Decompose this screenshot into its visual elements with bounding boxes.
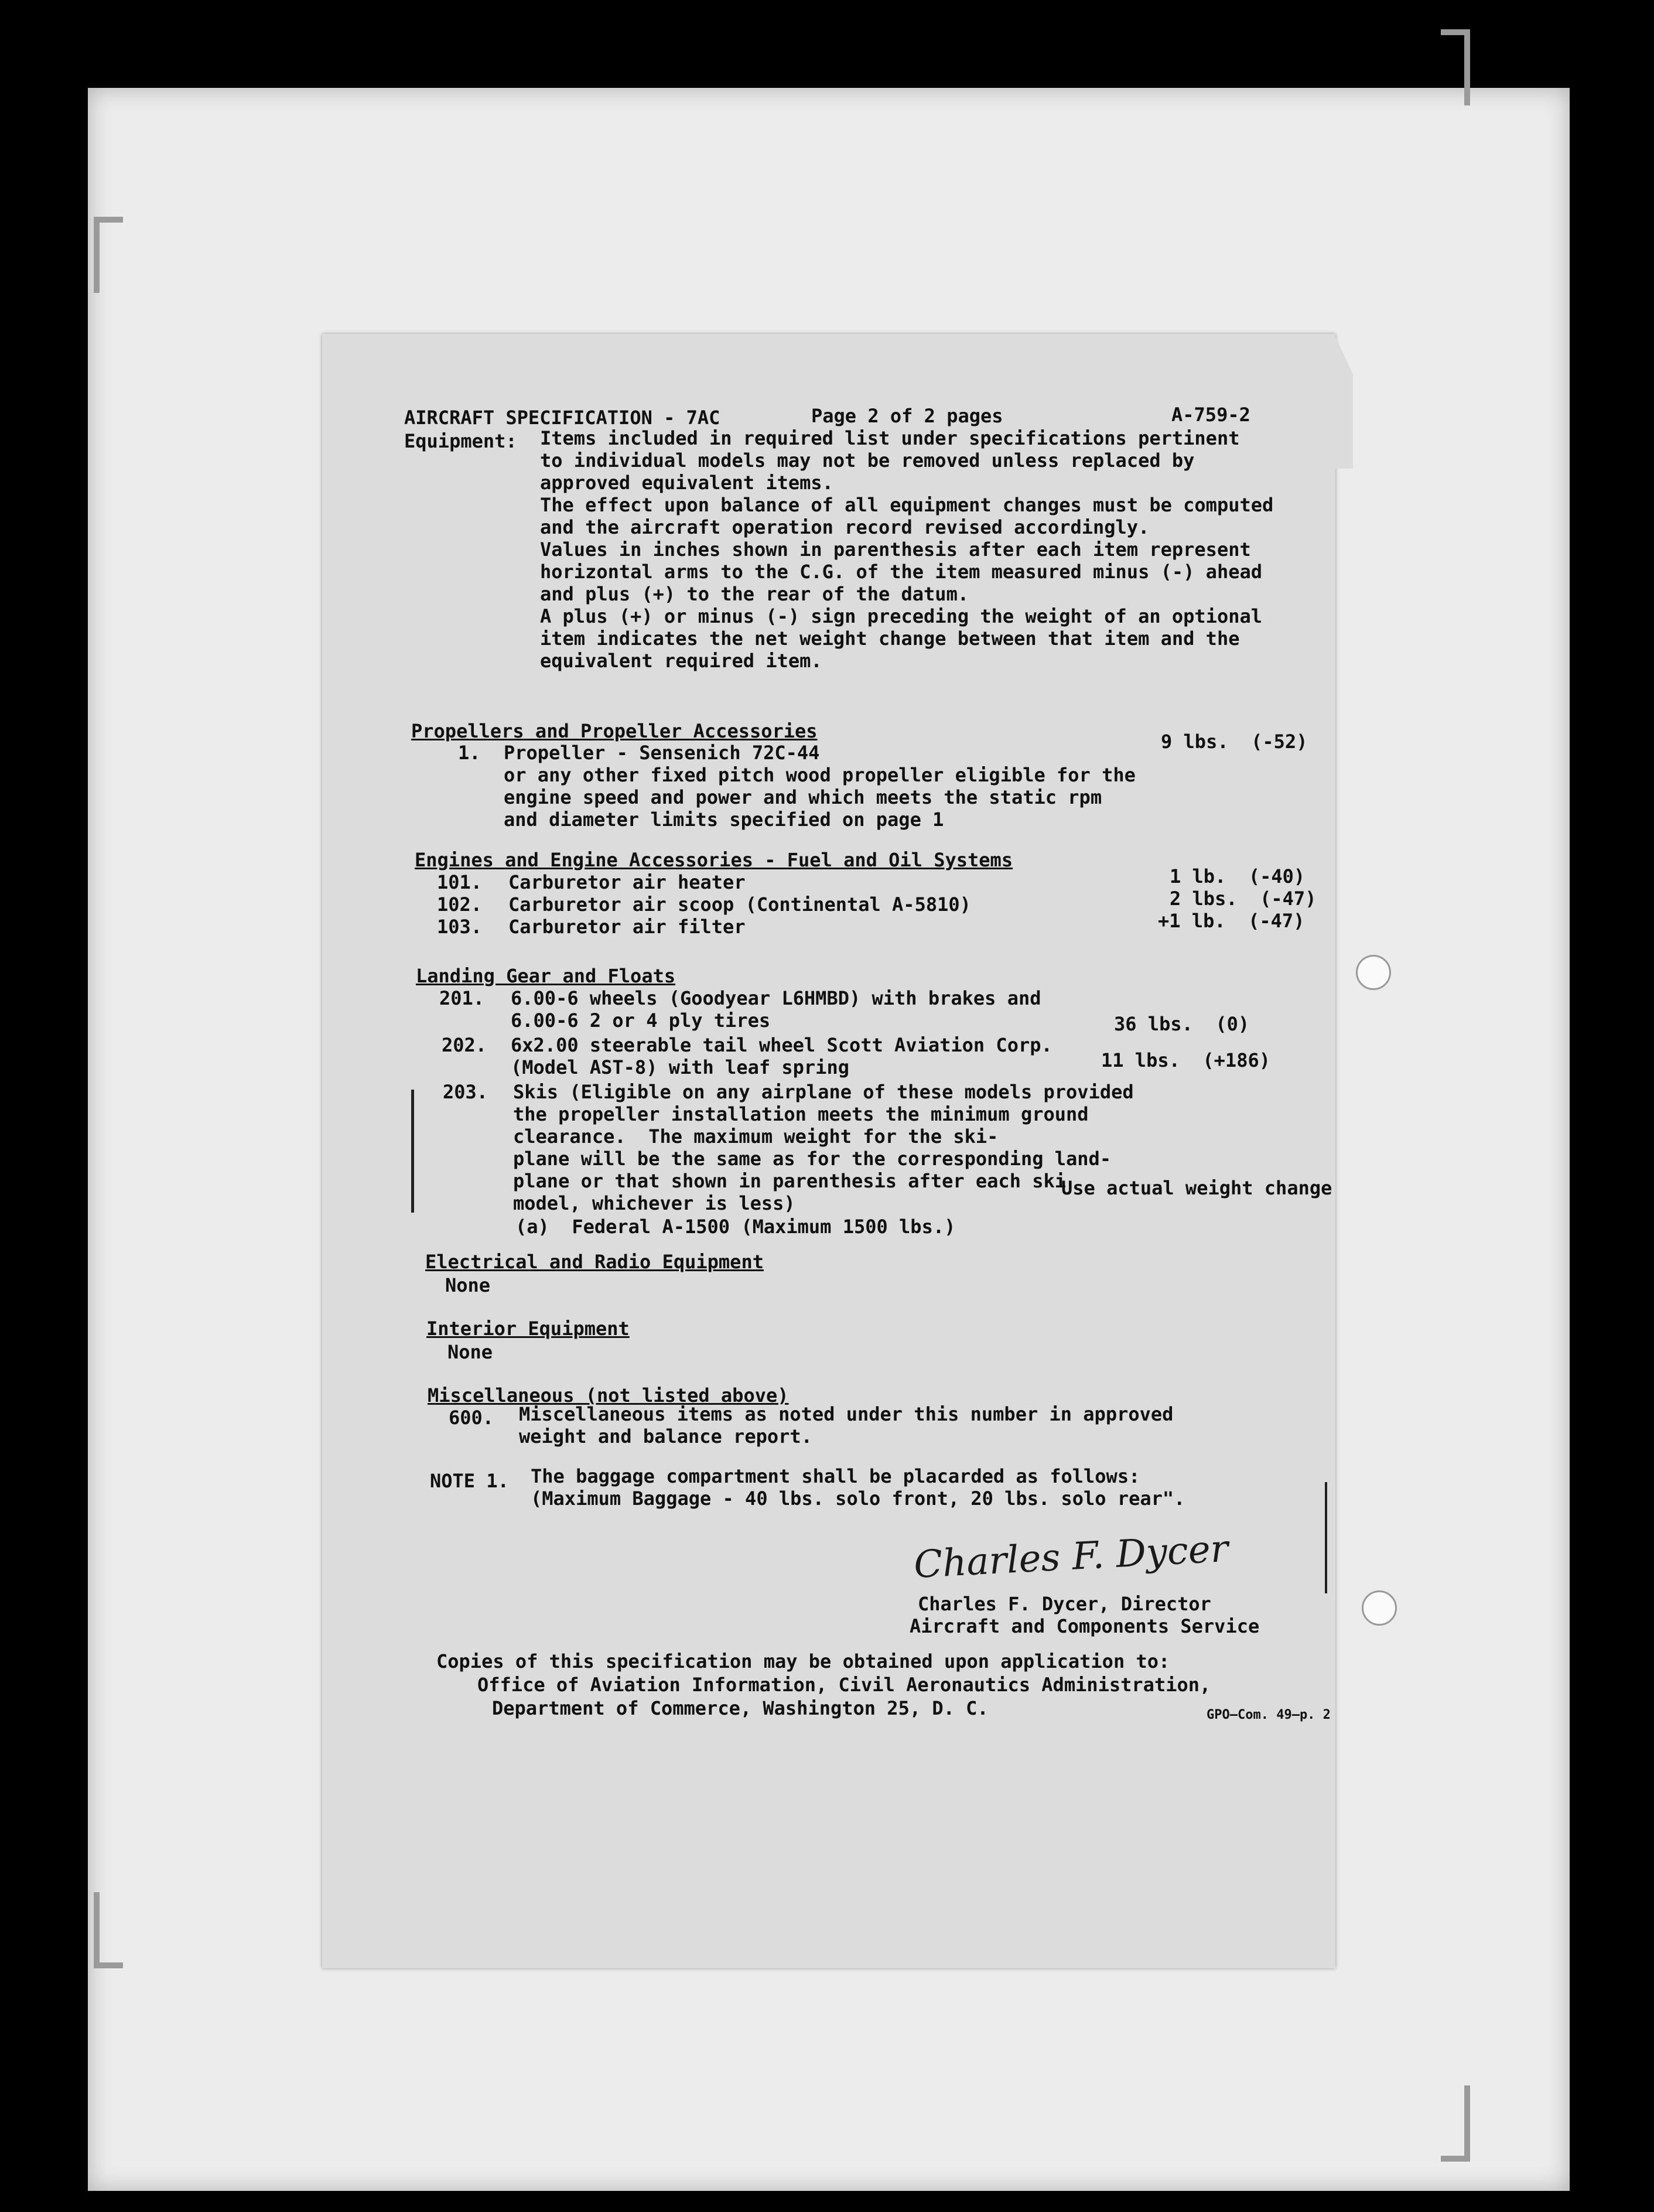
item-text: Carburetor air filter xyxy=(508,916,746,938)
spec-number: A-759-2 xyxy=(1171,404,1250,426)
document-sheet xyxy=(322,334,1335,1968)
item-number: 202. xyxy=(442,1034,487,1056)
signatory-name: Charles F. Dycer, Director xyxy=(918,1593,1211,1615)
equipment-label: Equipment: xyxy=(404,430,517,452)
item-text: clearance. The maximum weight for the ski- xyxy=(513,1125,999,1148)
margin-change-bar xyxy=(411,1090,414,1213)
item-text: (Model AST-8) with leaf spring xyxy=(511,1056,849,1078)
item-text: plane will be the same as for the corresponding land- xyxy=(513,1148,1112,1170)
spec-title: AIRCRAFT SPECIFICATION - 7AC xyxy=(404,407,720,429)
item-number: 203. xyxy=(443,1081,488,1103)
equipment-line: Items included in required list under specifications pertinent xyxy=(540,427,1240,449)
item-number: 101. xyxy=(437,871,483,893)
item-text: plane or that shown in parenthesis after each ski xyxy=(513,1170,1067,1192)
item-text: and diameter limits specified on page 1 xyxy=(504,808,944,831)
equipment-line: A plus (+) or minus (-) sign preceding the weight of an optional xyxy=(540,605,1262,627)
section-heading-landing-gear: Landing Gear and Floats xyxy=(416,965,676,987)
item-text: the propeller installation meets the minimum ground xyxy=(513,1103,1089,1125)
crop-mark-bottom-right xyxy=(1441,2085,1470,2162)
footer-text: Department of Commerce, Washington 25, D. C. xyxy=(492,1697,989,1719)
item-text: model, whichever is less) xyxy=(513,1192,795,1214)
document-content xyxy=(322,334,1335,1968)
item-weight: 11 lbs. (+186) xyxy=(1101,1049,1270,1071)
equipment-line: to individual models may not be removed unless replaced by xyxy=(540,449,1195,472)
item-weight: 9 lbs. (-52) xyxy=(1161,730,1308,753)
item-text: weight and balance report. xyxy=(519,1425,812,1448)
note-text: The baggage compartment shall be placarded as follows: xyxy=(531,1465,1140,1487)
item-text: 6x2.00 steerable tail wheel Scott Aviation Corp. xyxy=(511,1034,1052,1056)
item-text: Miscellaneous items as noted under this number in approved xyxy=(519,1403,1174,1425)
item-weight: Use actual weight change xyxy=(1061,1177,1332,1199)
crop-mark-top-right xyxy=(1441,29,1470,105)
item-text: Carburetor air heater xyxy=(508,871,746,893)
item-text: or any other fixed pitch wood propeller eligible for the xyxy=(504,764,1136,786)
signature-handwriting: Charles F. Dycer xyxy=(913,1527,1229,1588)
signatory-office: Aircraft and Components Service xyxy=(910,1615,1260,1637)
item-weight: +1 lb. (-47) xyxy=(1158,910,1305,932)
note-text: (Maximum Baggage - 40 lbs. solo front, 20 lbs. solo rear". xyxy=(531,1487,1185,1510)
gpo-code: GPO—Com. 49—p. 2 xyxy=(1207,1708,1331,1722)
section-heading-electrical: Electrical and Radio Equipment xyxy=(425,1251,764,1273)
item-text: Propeller - Sensenich 72C-44 xyxy=(504,742,820,764)
punch-hole-lower xyxy=(1362,1590,1397,1626)
equipment-line: item indicates the net weight change between that item and the xyxy=(540,627,1240,650)
item-weight: 1 lb. (-40) xyxy=(1170,865,1306,887)
section-heading-engines: Engines and Engine Accessories - Fuel and Oil Systems xyxy=(415,849,1013,871)
item-weight: 36 lbs. (0) xyxy=(1114,1013,1250,1035)
section-heading-interior: Interior Equipment xyxy=(426,1317,630,1340)
item-number: 103. xyxy=(437,916,483,938)
section-value: None xyxy=(447,1341,493,1363)
note-label: NOTE 1. xyxy=(430,1470,509,1492)
footer-text: Copies of this specification may be obtained upon application to: xyxy=(436,1650,1170,1672)
equipment-line: horizontal arms to the C.G. of the item measured minus (-) ahead xyxy=(540,561,1262,583)
crop-mark-bottom-left xyxy=(94,1892,123,1968)
item-number: 600. xyxy=(449,1407,494,1429)
item-number: 201. xyxy=(439,987,485,1009)
item-subtext: (a) Federal A-1500 (Maximum 1500 lbs.) xyxy=(515,1216,956,1238)
section-value: None xyxy=(445,1274,491,1296)
punch-hole-upper xyxy=(1356,955,1391,990)
item-number: 102. xyxy=(437,893,483,916)
page-indicator: Page 2 of 2 pages xyxy=(811,405,1003,427)
item-text: Skis (Eligible on any airplane of these models provided xyxy=(513,1081,1134,1103)
item-text: Carburetor air scoop (Continental A-5810) xyxy=(508,893,971,916)
margin-mark xyxy=(1325,1482,1327,1593)
item-number: 1. xyxy=(458,742,481,764)
item-text: 6.00-6 wheels (Goodyear L6HMBD) with brakes and xyxy=(511,987,1041,1009)
equipment-line: and plus (+) to the rear of the datum. xyxy=(540,583,969,605)
item-weight: 2 lbs. (-47) xyxy=(1170,887,1317,910)
item-text: 6.00-6 2 or 4 ply tires xyxy=(511,1009,771,1032)
section-heading-propellers: Propellers and Propeller Accessories xyxy=(411,720,818,742)
item-text: engine speed and power and which meets the static rpm xyxy=(504,786,1102,808)
equipment-line: Values in inches shown in parenthesis after each item represent xyxy=(540,538,1251,561)
section-heading-misc: Miscellaneous (not listed above) xyxy=(428,1384,789,1407)
equipment-line: The effect upon balance of all equipment changes must be computed xyxy=(540,494,1274,516)
equipment-line: equivalent required item. xyxy=(540,650,822,672)
equipment-line: and the aircraft operation record revised accordingly. xyxy=(540,516,1150,538)
footer-text: Office of Aviation Information, Civil Aeronautics Administration, xyxy=(477,1674,1211,1696)
crop-mark-top-left xyxy=(94,217,123,293)
equipment-line: approved equivalent items. xyxy=(540,472,833,494)
